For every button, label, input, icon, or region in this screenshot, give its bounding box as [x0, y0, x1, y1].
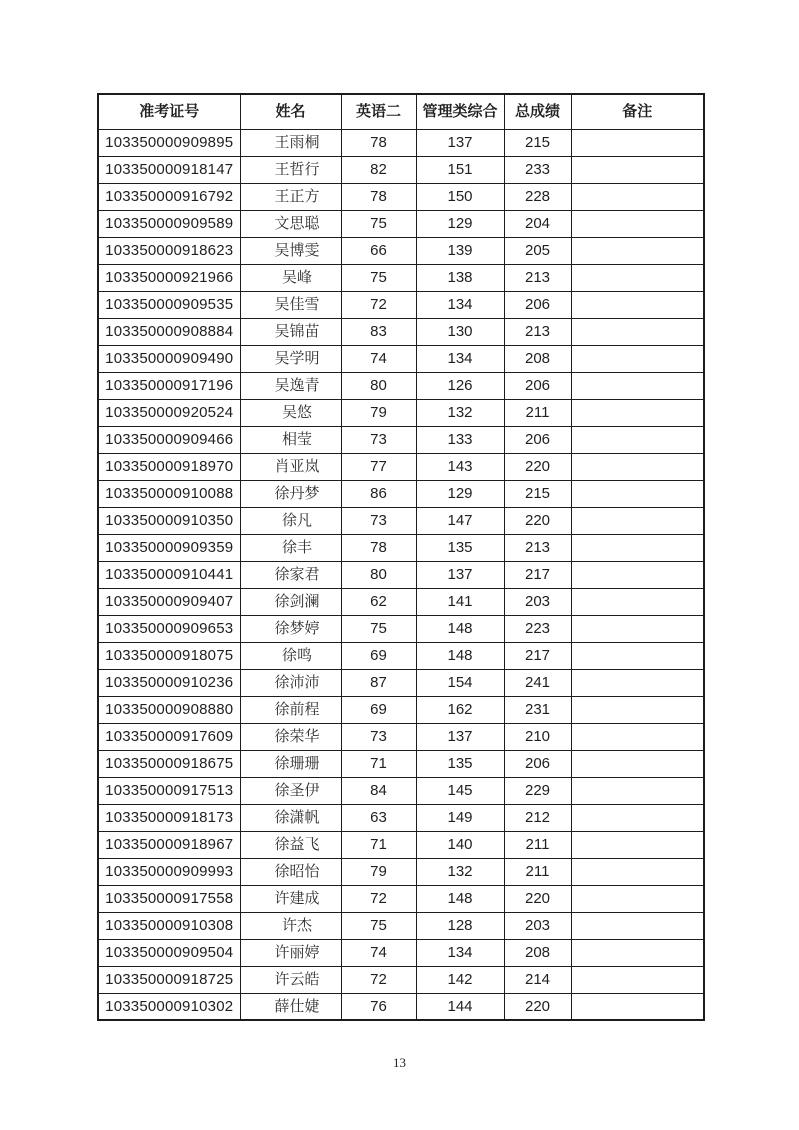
management-comprehensive-score-cell: 132: [416, 399, 504, 426]
remarks-cell: [571, 237, 704, 264]
total-score-cell: 217: [504, 561, 571, 588]
total-score-cell: 206: [504, 372, 571, 399]
remarks-cell: [571, 912, 704, 939]
total-score-cell: 220: [504, 993, 571, 1020]
total-score-cell: 205: [504, 237, 571, 264]
remarks-cell: [571, 696, 704, 723]
management-comprehensive-score-cell: 162: [416, 696, 504, 723]
remarks-cell: [571, 399, 704, 426]
name-cell: 吴学明: [240, 345, 341, 372]
name-cell: 徐鸣: [240, 642, 341, 669]
management-comprehensive-score-cell: 126: [416, 372, 504, 399]
management-comprehensive-score-cell: 132: [416, 858, 504, 885]
remarks-cell: [571, 534, 704, 561]
total-score-cell: 231: [504, 696, 571, 723]
total-score-cell: 203: [504, 588, 571, 615]
remarks-cell: [571, 480, 704, 507]
english-two-score-cell: 71: [341, 831, 416, 858]
english-two-score-cell: 80: [341, 561, 416, 588]
name-cell: 徐家君: [240, 561, 341, 588]
name-cell: 薛仕婕: [240, 993, 341, 1020]
name-cell: 徐凡: [240, 507, 341, 534]
total-score-cell: 203: [504, 912, 571, 939]
admission-number-cell: 103350000908884: [98, 318, 240, 345]
total-score-cell: 211: [504, 831, 571, 858]
table-row: [98, 831, 704, 858]
total-score-cell: 241: [504, 669, 571, 696]
english-two-score-cell: 63: [341, 804, 416, 831]
management-comprehensive-score-cell: 134: [416, 939, 504, 966]
remarks-cell: [571, 993, 704, 1020]
table-row: [98, 885, 704, 912]
english-two-score-cell: 72: [341, 885, 416, 912]
total-score-cell: 220: [504, 453, 571, 480]
total-score-cell: 206: [504, 426, 571, 453]
admission-number-cell: 103350000916792: [98, 183, 240, 210]
name-cell: 徐益飞: [240, 831, 341, 858]
remarks-cell: [571, 723, 704, 750]
table-row: [98, 696, 704, 723]
admission-number-cell: 103350000909589: [98, 210, 240, 237]
management-comprehensive-score-cell: 137: [416, 561, 504, 588]
total-score-cell: 217: [504, 642, 571, 669]
table-row: [98, 480, 704, 507]
english-two-score-cell: 72: [341, 291, 416, 318]
name-cell: 徐丰: [240, 534, 341, 561]
table-row: [98, 291, 704, 318]
table-row: [98, 264, 704, 291]
english-two-score-cell: 86: [341, 480, 416, 507]
management-comprehensive-score-cell: 142: [416, 966, 504, 993]
total-score-cell: 206: [504, 750, 571, 777]
english-two-score-cell: 72: [341, 966, 416, 993]
name-cell: 徐珊珊: [240, 750, 341, 777]
management-comprehensive-score-cell: 137: [416, 129, 504, 156]
name-cell: 吴锦苗: [240, 318, 341, 345]
management-comprehensive-score-cell: 138: [416, 264, 504, 291]
management-comprehensive-score-cell: 135: [416, 750, 504, 777]
management-comprehensive-score-cell: 148: [416, 885, 504, 912]
english-two-score-cell: 82: [341, 156, 416, 183]
admission-number-cell: 103350000918675: [98, 750, 240, 777]
total-score-cell: 213: [504, 264, 571, 291]
english-two-score-cell: 84: [341, 777, 416, 804]
name-cell: 许丽婷: [240, 939, 341, 966]
remarks-cell: [571, 345, 704, 372]
remarks-cell: [571, 453, 704, 480]
table-row: [98, 912, 704, 939]
table-row: [98, 507, 704, 534]
name-cell: 吴佳雪: [240, 291, 341, 318]
remarks-cell: [571, 669, 704, 696]
remarks-cell: [571, 831, 704, 858]
management-comprehensive-score-cell: 154: [416, 669, 504, 696]
admission-number-cell: 103350000909466: [98, 426, 240, 453]
col-header-remarks: 备注: [571, 94, 704, 129]
col-header-total-score: 总成绩: [504, 94, 571, 129]
total-score-cell: 212: [504, 804, 571, 831]
management-comprehensive-score-cell: 130: [416, 318, 504, 345]
admission-number-cell: 103350000910236: [98, 669, 240, 696]
name-cell: 王正方: [240, 183, 341, 210]
name-cell: 相莹: [240, 426, 341, 453]
admission-number-cell: 103350000917609: [98, 723, 240, 750]
management-comprehensive-score-cell: 134: [416, 345, 504, 372]
name-cell: 徐潇帆: [240, 804, 341, 831]
admission-number-cell: 103350000918173: [98, 804, 240, 831]
name-cell: 徐圣伊: [240, 777, 341, 804]
english-two-score-cell: 87: [341, 669, 416, 696]
english-two-score-cell: 74: [341, 345, 416, 372]
col-header-admission-number: 准考证号: [98, 94, 240, 129]
total-score-cell: 220: [504, 885, 571, 912]
management-comprehensive-score-cell: 129: [416, 210, 504, 237]
remarks-cell: [571, 183, 704, 210]
english-two-score-cell: 75: [341, 912, 416, 939]
name-cell: 徐前程: [240, 696, 341, 723]
admission-number-cell: 103350000917513: [98, 777, 240, 804]
total-score-cell: 210: [504, 723, 571, 750]
total-score-cell: 223: [504, 615, 571, 642]
admission-number-cell: 103350000920524: [98, 399, 240, 426]
management-comprehensive-score-cell: 139: [416, 237, 504, 264]
admission-number-cell: 103350000910308: [98, 912, 240, 939]
name-cell: 徐荣华: [240, 723, 341, 750]
english-two-score-cell: 62: [341, 588, 416, 615]
remarks-cell: [571, 561, 704, 588]
management-comprehensive-score-cell: 128: [416, 912, 504, 939]
remarks-cell: [571, 642, 704, 669]
admission-number-cell: 103350000909535: [98, 291, 240, 318]
total-score-cell: 204: [504, 210, 571, 237]
page-number: 13: [393, 1055, 406, 1070]
english-two-score-cell: 79: [341, 858, 416, 885]
name-cell: 徐梦婷: [240, 615, 341, 642]
name-cell: 吴峰: [240, 264, 341, 291]
admission-number-cell: 103350000918970: [98, 453, 240, 480]
remarks-cell: [571, 588, 704, 615]
table-row: [98, 642, 704, 669]
management-comprehensive-score-cell: 145: [416, 777, 504, 804]
management-comprehensive-score-cell: 133: [416, 426, 504, 453]
name-cell: 徐沛沛: [240, 669, 341, 696]
total-score-cell: 211: [504, 858, 571, 885]
table-row: [98, 237, 704, 264]
total-score-cell: 233: [504, 156, 571, 183]
remarks-cell: [571, 804, 704, 831]
english-two-score-cell: 79: [341, 399, 416, 426]
name-cell: 吴博雯: [240, 237, 341, 264]
table-row: [98, 615, 704, 642]
admission-number-cell: 103350000909993: [98, 858, 240, 885]
management-comprehensive-score-cell: 135: [416, 534, 504, 561]
management-comprehensive-score-cell: 147: [416, 507, 504, 534]
table-row: [98, 318, 704, 345]
total-score-cell: 206: [504, 291, 571, 318]
table-row: [98, 750, 704, 777]
admission-number-cell: 103350000918967: [98, 831, 240, 858]
name-cell: 肖亚岚: [240, 453, 341, 480]
name-cell: 文思聪: [240, 210, 341, 237]
name-cell: 吴逸青: [240, 372, 341, 399]
admission-number-cell: 103350000909653: [98, 615, 240, 642]
col-header-name: 姓名: [240, 94, 341, 129]
table-body: [98, 129, 704, 1020]
english-two-score-cell: 66: [341, 237, 416, 264]
english-two-score-cell: 69: [341, 696, 416, 723]
total-score-cell: 215: [504, 480, 571, 507]
english-two-score-cell: 73: [341, 723, 416, 750]
admission-number-cell: 103350000921966: [98, 264, 240, 291]
table-row: [98, 372, 704, 399]
table-row: [98, 669, 704, 696]
table-row: [98, 399, 704, 426]
english-two-score-cell: 78: [341, 183, 416, 210]
admission-number-cell: 103350000909895: [98, 129, 240, 156]
management-comprehensive-score-cell: 148: [416, 615, 504, 642]
table-row: [98, 345, 704, 372]
admission-number-cell: 103350000910350: [98, 507, 240, 534]
total-score-cell: 213: [504, 534, 571, 561]
table-row: [98, 777, 704, 804]
name-cell: 许云皓: [240, 966, 341, 993]
total-score-cell: 220: [504, 507, 571, 534]
remarks-cell: [571, 156, 704, 183]
remarks-cell: [571, 777, 704, 804]
table-row: [98, 534, 704, 561]
admission-number-cell: 103350000909504: [98, 939, 240, 966]
total-score-cell: 213: [504, 318, 571, 345]
total-score-cell: 211: [504, 399, 571, 426]
total-score-cell: 208: [504, 345, 571, 372]
admission-number-cell: 103350000910088: [98, 480, 240, 507]
management-comprehensive-score-cell: 149: [416, 804, 504, 831]
english-two-score-cell: 76: [341, 993, 416, 1020]
admission-number-cell: 103350000917196: [98, 372, 240, 399]
admission-number-cell: 103350000909490: [98, 345, 240, 372]
english-two-score-cell: 80: [341, 372, 416, 399]
remarks-cell: [571, 129, 704, 156]
admission-number-cell: 103350000910441: [98, 561, 240, 588]
remarks-cell: [571, 885, 704, 912]
table-row: [98, 993, 704, 1020]
management-comprehensive-score-cell: 141: [416, 588, 504, 615]
admission-number-cell: 103350000918725: [98, 966, 240, 993]
col-header-management-comprehensive: 管理类综合: [416, 94, 504, 129]
remarks-cell: [571, 939, 704, 966]
admission-number-cell: 103350000918623: [98, 237, 240, 264]
col-header-english-two: 英语二: [341, 94, 416, 129]
english-two-score-cell: 75: [341, 264, 416, 291]
admission-number-cell: 103350000910302: [98, 993, 240, 1020]
table-row: [98, 426, 704, 453]
management-comprehensive-score-cell: 151: [416, 156, 504, 183]
score-table: [97, 93, 705, 1021]
remarks-cell: [571, 210, 704, 237]
english-two-score-cell: 74: [341, 939, 416, 966]
name-cell: 王哲行: [240, 156, 341, 183]
management-comprehensive-score-cell: 144: [416, 993, 504, 1020]
name-cell: 徐剑澜: [240, 588, 341, 615]
total-score-cell: 229: [504, 777, 571, 804]
total-score-cell: 215: [504, 129, 571, 156]
remarks-cell: [571, 966, 704, 993]
management-comprehensive-score-cell: 143: [416, 453, 504, 480]
english-two-score-cell: 69: [341, 642, 416, 669]
table-row: [98, 723, 704, 750]
remarks-cell: [571, 750, 704, 777]
table-row: [98, 210, 704, 237]
english-two-score-cell: 75: [341, 615, 416, 642]
table-header-row: [98, 94, 704, 129]
name-cell: 徐昭怡: [240, 858, 341, 885]
table-row: [98, 453, 704, 480]
table-row: [98, 129, 704, 156]
english-two-score-cell: 73: [341, 507, 416, 534]
management-comprehensive-score-cell: 150: [416, 183, 504, 210]
remarks-cell: [571, 291, 704, 318]
name-cell: 许建成: [240, 885, 341, 912]
english-two-score-cell: 78: [341, 129, 416, 156]
remarks-cell: [571, 858, 704, 885]
total-score-cell: 214: [504, 966, 571, 993]
english-two-score-cell: 77: [341, 453, 416, 480]
table-row: [98, 561, 704, 588]
table-row: [98, 156, 704, 183]
table-row: [98, 183, 704, 210]
admission-number-cell: 103350000909407: [98, 588, 240, 615]
english-two-score-cell: 75: [341, 210, 416, 237]
admission-number-cell: 103350000918075: [98, 642, 240, 669]
english-two-score-cell: 78: [341, 534, 416, 561]
name-cell: 吴悠: [240, 399, 341, 426]
management-comprehensive-score-cell: 129: [416, 480, 504, 507]
table-row: [98, 939, 704, 966]
remarks-cell: [571, 318, 704, 345]
management-comprehensive-score-cell: 134: [416, 291, 504, 318]
english-two-score-cell: 71: [341, 750, 416, 777]
admission-number-cell: 103350000918147: [98, 156, 240, 183]
admission-number-cell: 103350000917558: [98, 885, 240, 912]
name-cell: 徐丹梦: [240, 480, 341, 507]
admission-number-cell: 103350000908880: [98, 696, 240, 723]
total-score-cell: 208: [504, 939, 571, 966]
remarks-cell: [571, 264, 704, 291]
management-comprehensive-score-cell: 148: [416, 642, 504, 669]
table-row: [98, 804, 704, 831]
total-score-cell: 228: [504, 183, 571, 210]
english-two-score-cell: 83: [341, 318, 416, 345]
admission-number-cell: 103350000909359: [98, 534, 240, 561]
remarks-cell: [571, 426, 704, 453]
remarks-cell: [571, 372, 704, 399]
table-row: [98, 966, 704, 993]
remarks-cell: [571, 507, 704, 534]
management-comprehensive-score-cell: 140: [416, 831, 504, 858]
table-row: [98, 588, 704, 615]
remarks-cell: [571, 615, 704, 642]
english-two-score-cell: 73: [341, 426, 416, 453]
management-comprehensive-score-cell: 137: [416, 723, 504, 750]
name-cell: 许杰: [240, 912, 341, 939]
table-row: [98, 858, 704, 885]
name-cell: 王雨桐: [240, 129, 341, 156]
